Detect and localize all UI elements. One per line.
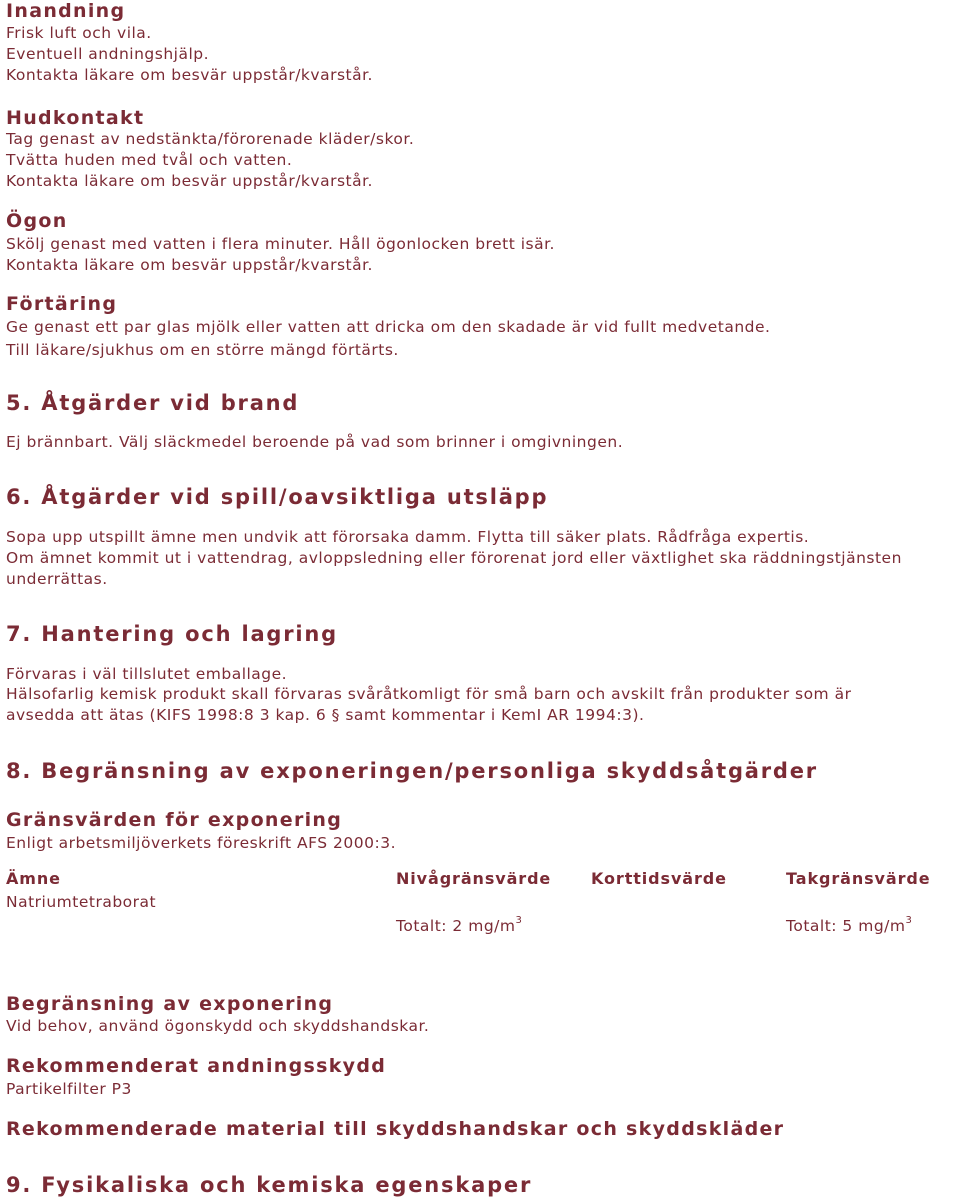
table-header-substance: Ämne <box>6 869 61 888</box>
section-9-heading: 9. Fysikaliska och kemiska egenskaper <box>6 1173 533 1197</box>
respiratory-heading: Rekommenderat andningsskydd <box>6 1055 387 1077</box>
hudkontakt-line-1: Tag genast av nedstänkta/förorenade kläder/skor. <box>6 130 415 148</box>
hudkontakt-line-2: Tvätta huden med tvål och vatten. <box>6 151 293 169</box>
table-cell-substance: Natriumtetraborat <box>6 893 157 911</box>
section-7-line-3: avsedda att ätas (KIFS 1998:8 3 kap. 6 § samt kommentar i KemI AR 1994:3). <box>6 706 645 724</box>
gloves-heading: Rekommenderade material till skyddshandskar och skyddskläder <box>6 1118 785 1140</box>
ogon-line-2: Kontakta läkare om besvär uppstår/kvarstår. <box>6 256 373 274</box>
inandning-heading: Inandning <box>6 0 126 22</box>
limits-heading: Gränsvärden för exponering <box>6 809 343 831</box>
section-6-line-3: underrättas. <box>6 570 108 588</box>
table-header-level-value: Nivågränsvärde <box>396 869 552 888</box>
fortaring-line-1: Ge genast ett par glas mjölk eller vatten att dricka om den skadade är vid fullt medvetande. <box>6 318 771 336</box>
inandning-line-1: Frisk luft och vila. <box>6 24 152 42</box>
fortaring-line-2: Till läkare/sjukhus om en större mängd förtärts. <box>6 341 399 359</box>
section-6-heading: 6. Åtgärder vid spill/oavsiktliga utsläpp <box>6 485 549 509</box>
exposure-line: Vid behov, använd ögonskydd och skyddshandskar. <box>6 1017 430 1035</box>
table-cell-level-value: Totalt: 2 $mg/m^3$ <box>396 915 523 935</box>
respiratory-line: Partikelfilter P3 <box>6 1080 132 1098</box>
section-6-line-2: Om ämnet kommit ut i vattendrag, avloppsledning eller förorenat jord eller växtlighet ska räddningstjänsten <box>6 549 902 567</box>
limits-line: Enligt arbetsmiljöverkets föreskrift AFS 2000:3. <box>6 834 396 852</box>
table-header-short-term-value: Korttidsvärde <box>591 869 727 888</box>
section-6-line-1: Sopa upp utspillt ämne men undvik att förorsaka damm. Flytta till säker plats. Rådfråga expertis. <box>6 528 810 546</box>
section-5-line-1: Ej brännbart. Välj släckmedel beroende på vad som brinner i omgivningen. <box>6 433 624 451</box>
fortaring-heading: Förtäring <box>6 293 118 315</box>
section-7-heading: 7. Hantering och lagring <box>6 622 339 646</box>
ogon-line-1: Skölj genast med vatten i flera minuter. Håll ögonlocken brett isär. <box>6 235 555 253</box>
section-7-line-1: Förvaras i väl tillslutet emballage. <box>6 665 288 683</box>
inandning-line-3: Kontakta läkare om besvär uppstår/kvarstår. <box>6 66 373 84</box>
inandning-line-2: Eventuell andningshjälp. <box>6 45 210 63</box>
hudkontakt-line-3: Kontakta läkare om besvär uppstår/kvarstår. <box>6 172 373 190</box>
hudkontakt-heading: Hudkontakt <box>6 107 145 129</box>
section-7-line-2: Hälsofarlig kemisk produkt skall förvaras svåråtkomligt för små barn och avskilt från produkter som är <box>6 685 852 703</box>
table-header-ceiling-value: Takgränsvärde <box>786 869 931 888</box>
table-cell-ceiling-value: Totalt: 5 $mg/m^3$ <box>786 915 913 935</box>
exposure-heading: Begränsning av exponering <box>6 993 334 1015</box>
section-5-heading: 5. Åtgärder vid brand <box>6 391 300 415</box>
section-8-heading: 8. Begränsning av exponeringen/personliga skyddsåtgärder <box>6 759 818 783</box>
ogon-heading: Ögon <box>6 210 68 232</box>
